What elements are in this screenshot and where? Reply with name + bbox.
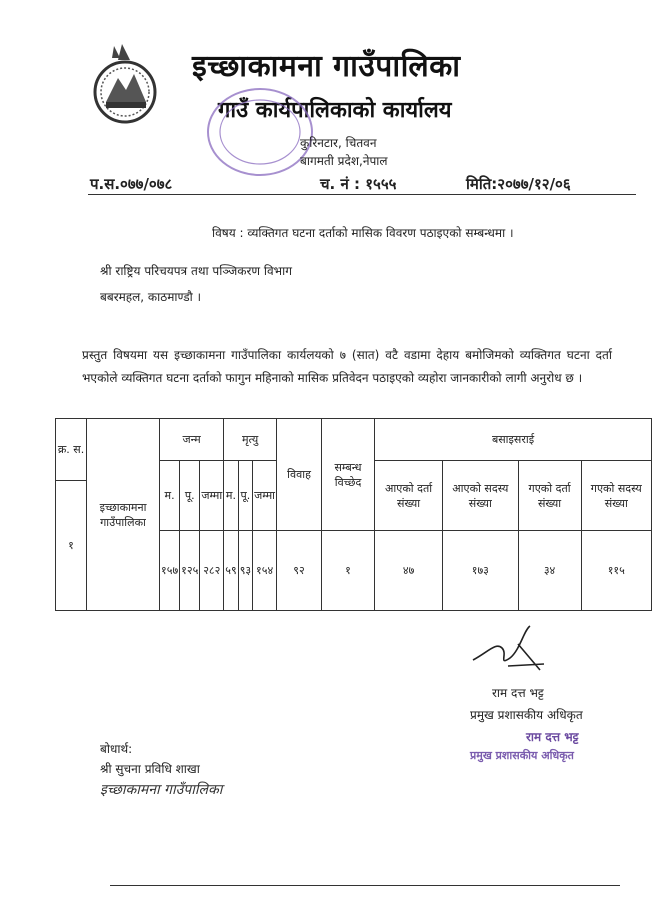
municipality-logo: [92, 44, 158, 128]
cell-marriage: ९२: [277, 531, 322, 611]
sub-death-female: पू.: [238, 461, 252, 531]
chalani-number: च. नं : १५५५: [320, 175, 397, 193]
cell-death-male: ५९: [224, 531, 238, 611]
header-birth: जन्म: [160, 419, 224, 461]
stamp-name: राम दत्त भट्ट: [526, 730, 579, 744]
sub-mig-out-mem: गएको सदस्य संख्या: [581, 461, 651, 531]
stamp-title: प्रमुख प्रशासकीय अधिकृत: [470, 749, 574, 762]
signatory-name: राम दत्त भट्ट: [492, 686, 544, 700]
letter-body: प्रस्तुत विषयमा यस इच्छाकामना गाउँपालिका कार्यलयको ७ (सात) वटै वडामा देहाय बमोजिमको व्यक्तिगत घटना दर्ता भएकोले व्यक्तिगत घटना दर्ताको फागुन महिनाको मासिक प्रतिवेदन पठाइएको व्यहोरा जानकारीको लागी अनुरोध छ ।: [82, 348, 612, 385]
cell-mig-out-mem: ११५: [581, 531, 651, 611]
sub-birth-male: म.: [160, 461, 180, 531]
reference-line: [88, 172, 636, 195]
handwritten-signature: [468, 622, 548, 672]
org-name: इच्छाकामना गाउँपालिका: [192, 49, 461, 84]
office-seal-stamp: [205, 86, 315, 178]
event-registration-table: [55, 418, 652, 611]
sub-birth-total: जम्मा: [200, 461, 224, 531]
cell-birth-male: १५७: [160, 531, 180, 611]
header-sn: क्र. स.: [56, 419, 87, 481]
cc-handwritten-note: इच्छाकामना गाउँपालिका: [100, 782, 223, 798]
signatory-title: प्रमुख प्रशासकीय अधिकृत: [470, 708, 583, 722]
cell-mig-in-reg: ४७: [375, 531, 443, 611]
address-line-1: कुरिनटार, चितवन: [300, 136, 377, 150]
sub-birth-female: पू.: [180, 461, 200, 531]
cell-death-female: ९३: [238, 531, 252, 611]
office-name: गाउँ कार्यपालिकाको कार्यालय: [218, 98, 452, 123]
recipient-line-1: श्री राष्ट्रिय परिचयपत्र तथा पञ्जिकरण विभाग: [100, 264, 292, 278]
cell-mig-out-reg: ३४: [518, 531, 581, 611]
cc-label: बोधार्थ:: [100, 742, 133, 756]
sub-mig-in-mem: आएको सदस्य संख्या: [443, 461, 518, 531]
sub-death-total: जम्मा: [253, 461, 277, 531]
cell-divorce: १: [322, 531, 375, 611]
cell-death-total: १५४: [253, 531, 277, 611]
address-line-2: बागमती प्रदेश,नेपाल: [300, 154, 388, 168]
cell-birth-total: २८२: [200, 531, 224, 611]
letter-date: मिति:२०७७/१२/०६: [466, 175, 571, 193]
row-sn: १: [56, 481, 87, 611]
cell-birth-female: १२५: [180, 531, 200, 611]
sub-mig-in-reg: आएको दर्ता संख्या: [375, 461, 443, 531]
footer-divider: [110, 885, 620, 886]
patra-sankhya: प.स.०७७/०७८: [90, 175, 173, 193]
header-death: मृत्यु: [224, 419, 277, 461]
header-marriage: विवाह: [277, 419, 322, 531]
header-migration: बसाइसराई: [375, 419, 652, 461]
sub-death-male: म.: [224, 461, 238, 531]
letter-subject: विषय : व्यक्तिगत घटना दर्ताको मासिक विवरण पठाइएको सम्बन्धमा ।: [212, 226, 514, 240]
header-divorce: सम्बन्ध विच्छेद: [322, 419, 375, 531]
sub-mig-out-reg: गएको दर्ता संख्या: [518, 461, 581, 531]
row-name: इच्छाकामना गाउँपालिका: [87, 419, 160, 611]
cc-item: श्री सुचना प्रविधि शाखा: [100, 762, 200, 776]
recipient-line-2: बबरमहल, काठमाण्डौ ।: [100, 290, 202, 304]
cell-mig-in-mem: १७३: [443, 531, 518, 611]
